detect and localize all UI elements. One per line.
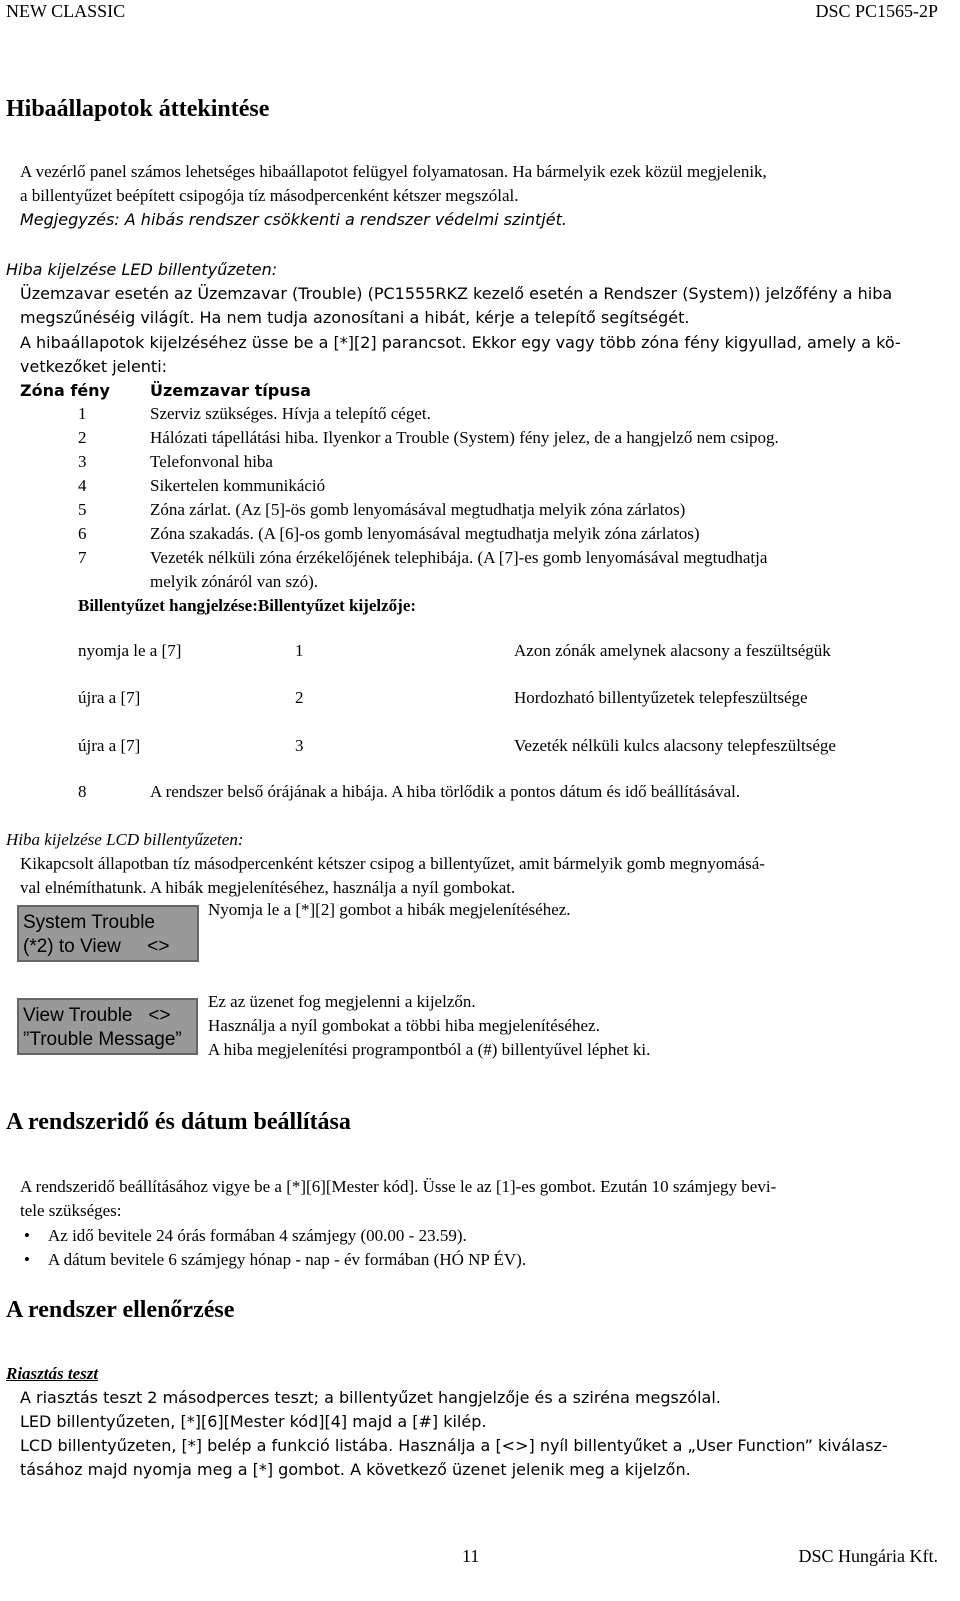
lcd-line: System Trouble	[23, 912, 155, 933]
page-number: 11	[462, 1546, 480, 1566]
trouble-text-cont: melyik zónáról van szó).	[150, 572, 319, 591]
intro-line-1: A vezérlő panel számos lehetséges hibaállapotot felügyel folyamatosan. Ha bármelyik ezek közül megjelenik,	[20, 162, 767, 181]
lcd-display-2	[17, 998, 198, 1055]
test-para-line: LED billentyűzeten, [*][6][Mester kód][4] majd a [#] kilép.	[20, 1412, 487, 1431]
led-para-line: vetkezőket jelenti:	[20, 357, 168, 376]
col-zone-header: Zóna fény	[20, 381, 110, 400]
lcd-line: ”Trouble Message”	[23, 1029, 182, 1050]
trouble-text: Zóna zárlat. (Az [5]-ös gomb lenyomásával megtudhatja melyik zóna zárlatos)	[150, 500, 686, 519]
lcd-para-line: Kikapcsolt állapotban tíz másodpercenként kétszer csipog a billentyűzet, amit bármelyik gomb megnyomásá-	[20, 854, 765, 873]
note: Megjegyzés: A hibás rendszer csökkenti a rendszer védelmi szintjét.	[20, 210, 567, 229]
led-heading: Hiba kijelzése LED billentyűzeten:	[6, 260, 278, 279]
subtable-cell: újra a [7]	[78, 736, 141, 755]
subtable-cell: Azon zónák amelynek alacsony a feszültségük	[514, 641, 831, 660]
lcd-display-1	[17, 905, 199, 962]
led-para-line: A hibaállapotok kijelzéséhez üsse be a [*][2] parancsot. Ekkor egy vagy több zóna fény kigyullad, amely a kö-	[20, 333, 901, 352]
test-para-line: LCD billentyűzeten, [*] belép a funkció listába. Használja a [<>] nyíl billentyűket a „User Function” kiválasz-	[20, 1436, 888, 1455]
footer-right: DSC Hungária Kft.	[798, 1546, 938, 1566]
subtable-cell: Hordozható billentyűzetek telepfeszültsége	[514, 688, 808, 707]
bullet-item: • Az idő bevitele 24 órás formában 4 számjegy (00.00 - 23.59).	[48, 1224, 467, 1248]
section-title: A rendszeridő és dátum beállítása	[6, 1109, 351, 1135]
lcd-heading: Hiba kijelzése LCD billentyűzeten:	[6, 830, 244, 849]
lcd-line: View Trouble <>	[23, 1005, 171, 1026]
trouble-text: Sikertelen kommunikáció	[150, 476, 326, 495]
trouble-text: Szerviz szükséges. Hívja a telepítő céget.	[150, 404, 431, 423]
test-para-line: tásához majd nyomja meg a [*] gombot. A következő üzenet jelenik meg a kijelzőn.	[20, 1460, 691, 1479]
led-para-line: megszűnéséig világít. Ha nem tudja azonosítani a hibát, kérje a telepítő segítségét.	[20, 308, 690, 327]
subtable-cell: Vezeték nélküli kulcs alacsony telepfeszültsége	[514, 736, 836, 755]
trouble-num: 7	[78, 548, 87, 567]
trouble-text: A rendszer belső órájának a hibája. A hiba törlődik a pontos dátum és idő beállításával.	[150, 782, 741, 801]
section-title: A rendszer ellenőrzése	[6, 1297, 235, 1323]
trouble-text: Vezeték nélküli zóna érzékelőjének telephibája. (A [7]-es gomb lenyomásával megtudhatja	[150, 548, 768, 567]
subtable-header: Billentyűzet hangjelzése:Billentyűzet kijelzője:	[78, 596, 417, 615]
subheading: Riasztás teszt	[6, 1364, 99, 1383]
subtable-cell: újra a [7]	[78, 688, 141, 707]
header-left: NEW CLASSIC	[6, 1, 126, 21]
subtable-cell: 1	[295, 641, 304, 660]
trouble-num: 1	[78, 404, 87, 423]
lcd2-description: Használja a nyíl gombokat a többi hiba megjelenítéséhez.	[208, 1016, 600, 1035]
trouble-text: Hálózati tápellátási hiba. Ilyenkor a Trouble (System) fény jelez, de a hangjelző nem csipog.	[150, 428, 779, 447]
lcd-para-line: val elnémíthatunk. A hibák megjelenítéséhez, használja a nyíl gombokat.	[20, 878, 516, 897]
time-para-line: A rendszeridő beállításához vigye be a [*][6][Mester kód]. Üsse le az [1]-es gombot. Ezután 10 számjegy bevi-	[20, 1177, 777, 1196]
trouble-num: 3	[78, 452, 87, 471]
trouble-num: 4	[78, 476, 87, 495]
time-para-line: tele szükséges:	[20, 1201, 122, 1220]
lcd1-description: Nyomja le a [*][2] gombot a hibák megjelenítéséhez.	[208, 900, 571, 919]
subtable-cell: 2	[295, 688, 304, 707]
trouble-num: 8	[78, 782, 87, 801]
trouble-num: 2	[78, 428, 87, 447]
subtable-cell: 3	[295, 736, 304, 755]
header-right: DSC PC1565-2P	[815, 1, 938, 21]
bullet-item: • A dátum bevitele 6 számjegy hónap - nap - év formában (HÓ NP ÉV).	[48, 1248, 526, 1272]
trouble-num: 5	[78, 500, 87, 519]
col-type-header: Üzemzavar típusa	[150, 381, 311, 400]
lcd-line: (*2) to View <>	[23, 936, 170, 957]
lcd2-description: Ez az üzenet fog megjelenni a kijelzőn.	[208, 992, 476, 1011]
intro-line-2: a billentyűzet beépített csipogója tíz másodpercenként kétszer megszólal.	[20, 186, 519, 205]
subtable-cell: nyomja le a [7]	[78, 641, 182, 660]
trouble-num: 6	[78, 524, 87, 543]
trouble-text: Zóna szakadás. (A [6]-os gomb lenyomásával megtudhatja melyik zóna zárlatos)	[150, 524, 700, 543]
section-title: Hibaállapotok áttekintése	[6, 96, 270, 122]
trouble-text: Telefonvonal hiba	[150, 452, 273, 471]
test-para-line: A riasztás teszt 2 másodperces teszt; a billentyűzet hangjelzője és a sziréna megszólal.	[20, 1388, 721, 1407]
led-para-line: Üzemzavar esetén az Üzemzavar (Trouble) (PC1555RKZ kezelő esetén a Rendszer (System)) jelzőfény a hiba	[20, 284, 893, 303]
lcd2-description: A hiba megjelenítési programpontból a (#) billentyűvel léphet ki.	[208, 1040, 651, 1059]
